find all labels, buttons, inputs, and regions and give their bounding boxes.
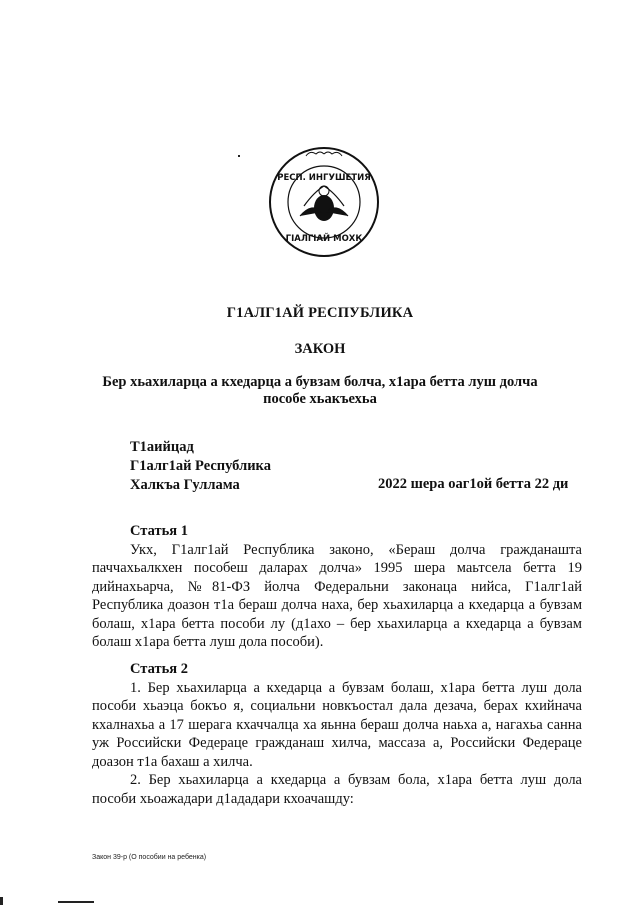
article-heading: Статья 2 <box>130 661 188 677</box>
article-paragraph: 2. Бер хьахиларца а кхедарца а бувзам бола, х1ара бетта луш дола пособи хьоажадари д1ададари кхоачашду: <box>92 772 582 807</box>
adopted-line-1: Т1аийцад <box>130 439 194 455</box>
document-type: ЗАКОН <box>294 341 346 357</box>
law-title: Бер хьахиларца а кхедарца а бувзам болча, х1ара бетта луш долча пособе хьакъехьа <box>102 374 538 407</box>
coat-of-arms-emblem <box>268 146 380 258</box>
article-paragraph: 1. Бер хьахиларца а кхедарца а бувзам болаш, х1ара бетта луш дола пособи хьаэца бокъо я, социальни новкъостал дала дезача, берах кхийнача кхалнахьа а 17 шерага кхаччалца ха яьнна бераш долча наьха а, нагахьа санна уж Российски Федераце гражданаш хилча, массаза а, Российски Федераце доазон т1а бахаш а хилча. <box>92 679 582 770</box>
article-heading: Статья 1 <box>130 523 188 539</box>
svg-text:ГIАЛГIАЙ МОХК: ГIАЛГIАЙ МОХК <box>285 234 363 244</box>
article-2 <box>92 660 582 808</box>
scan-artifact <box>238 155 240 157</box>
article-paragraph: Укх, Г1алг1ай Республика законо, «Бераш долча гражданашта паччахьалкхен пособеш даларах долча» 1995 шера маьтсела бетта 19 дийнахьарча, №81-ФЗ йолча Федеральни законаца нийса, Г1алг1ай Республика доазон т1а бераш долча наха, бер хьахиларца а кхедарца а бувзам болаш, х1ара бетта пособи лу (д1ахо – бер хьахиларца а кхедарца а бувзам болаш х1ара бетта луш дола пособи). <box>92 541 582 650</box>
republic-title: Г1АЛГ1АЙ РЕСПУБЛИКА <box>226 305 414 321</box>
adoption-date: 2022 шера оаг1ой бетта 22 ди <box>378 476 569 492</box>
adopted-line-3: Халкъа Гуллама <box>130 477 240 493</box>
svg-text:РЕСП. ИНГУШЕТИЯ: РЕСП. ИНГУШЕТИЯ <box>277 173 371 183</box>
adopted-by <box>130 438 271 495</box>
scan-artifact <box>58 901 94 903</box>
article-1 <box>92 522 582 652</box>
adopted-line-2: Г1алг1ай Республика <box>130 458 271 474</box>
footer-note: Закон 39-р (О пособии на ребенка) <box>92 854 207 861</box>
scan-artifact <box>0 897 3 905</box>
